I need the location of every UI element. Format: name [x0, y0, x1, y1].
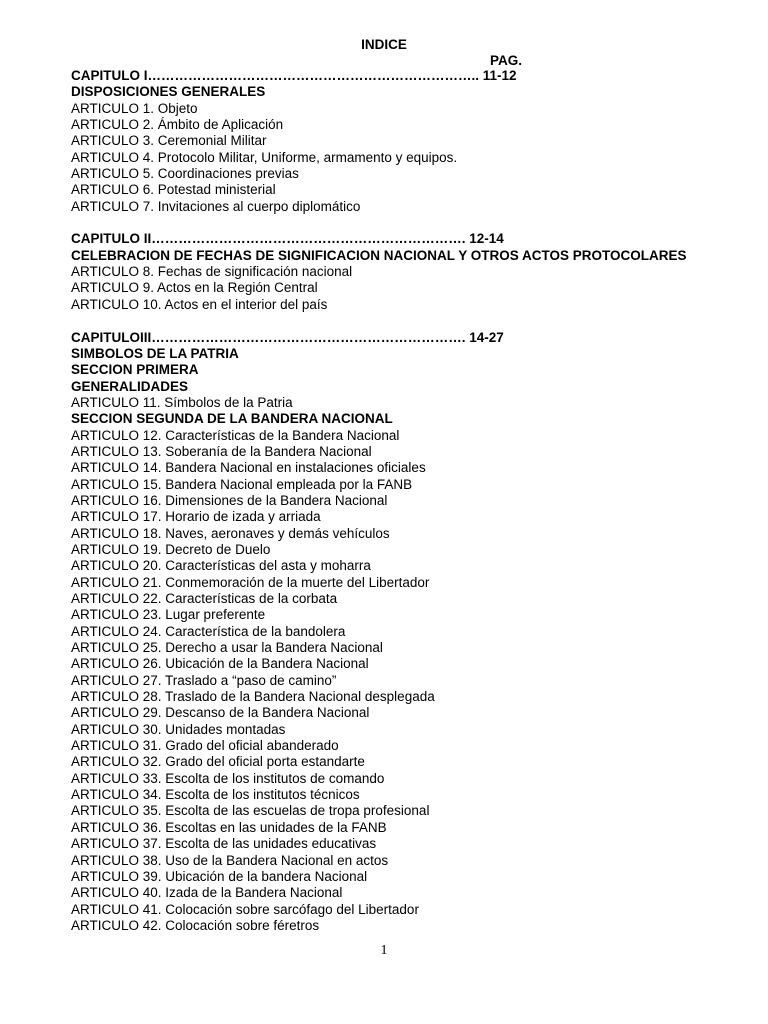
toc-heading: CELEBRACION DE FECHAS DE SIGNIFICACION NACIONAL Y OTROS ACTOS PROTOCOLARES — [71, 247, 687, 263]
toc-entry: ARTICULO 9. Actos en la Región Central — [71, 280, 318, 296]
toc-heading: GENERALIDADES — [71, 378, 189, 394]
toc-entry: ARTICULO 31. Grado del oficial abanderado — [71, 738, 339, 754]
toc-entry: ARTICULO 6. Potestad ministerial — [71, 182, 276, 198]
toc-entry: ARTICULO 28. Traslado de la Bandera Nacional desplegada — [71, 689, 435, 705]
toc-entry: ARTICULO 7. Invitaciones al cuerpo diplomático — [71, 198, 361, 214]
toc-entry: ARTICULO 8. Fechas de significación nacional — [71, 264, 353, 280]
page-title: INDICE — [361, 37, 407, 52]
toc-entry: ARTICULO 41. Colocación sobre sarcófago del Libertador — [71, 901, 419, 917]
toc-entry: ARTICULO 10. Actos en el interior del país — [71, 296, 328, 312]
toc-entry: ARTICULO 40. Izada de la Bandera Nacional — [71, 885, 343, 901]
toc-heading: CAPITULO I……………………………………………………………….. 11-12 — [71, 68, 517, 83]
toc-heading: DISPOSICIONES GENERALES — [71, 84, 266, 100]
page-column-label: PAG. — [490, 53, 523, 68]
toc-entry: ARTICULO 2. Ámbito de Aplicación — [71, 117, 284, 133]
blank-line — [71, 215, 751, 231]
blank-line — [71, 313, 751, 329]
toc-heading: SIMBOLOS DE LA PATRIA — [71, 345, 239, 361]
toc-entry: ARTICULO 32. Grado del oficial porta estandarte — [71, 754, 365, 770]
toc-heading: CAPITULOIII……………………………………………………………. 14-27 — [71, 329, 504, 345]
toc-entry: ARTICULO 11. Símbolos de la Patria — [71, 394, 293, 410]
toc-entry: ARTICULO 36. Escoltas en las unidades de la FANB — [71, 819, 387, 835]
toc-entry: ARTICULO 22. Características de la corbata — [71, 591, 338, 606]
toc-entry: ARTICULO 13. Soberanía de la Bandera Nacional — [71, 443, 372, 459]
toc-entry: ARTICULO 33. Escolta de los institutos de comando — [71, 770, 385, 786]
toc-heading: SECCION SEGUNDA DE LA BANDERA NACIONAL — [71, 411, 393, 427]
toc-entry: ARTICULO 37. Escolta de las unidades educativas — [71, 836, 377, 852]
toc-entry: ARTICULO 34. Escolta de los institutos técnicos — [71, 787, 360, 803]
toc-entry: ARTICULO 39. Ubicación de la bandera Nacional — [71, 868, 368, 884]
toc-entry: ARTICULO 1. Objeto — [71, 100, 198, 116]
toc-heading: CAPITULO II……………………………………………………………. 12-14 — [71, 231, 504, 247]
toc-entry: ARTICULO 20. Características del asta y moharra — [71, 558, 371, 574]
toc-entry: ARTICULO 27. Traslado a “paso de camino” — [71, 672, 337, 688]
toc-entry: ARTICULO 35. Escolta de las escuelas de tropa profesional — [71, 803, 430, 819]
toc-entry: ARTICULO 19. Decreto de Duelo — [71, 541, 271, 557]
toc-entry: ARTICULO 25. Derecho a usar la Bandera Nacional — [71, 640, 383, 656]
toc-entry: ARTICULO 18. Naves, aeronaves y demás vehículos — [71, 525, 390, 541]
toc-heading: SECCION PRIMERA — [71, 362, 199, 378]
toc-entry: ARTICULO 14. Bandera Nacional en instalaciones oficiales — [71, 460, 426, 476]
toc-entry: ARTICULO 30. Unidades montadas — [71, 721, 286, 737]
toc-entry: ARTICULO 17. Horario de izada y arriada — [71, 509, 321, 525]
toc-entry: ARTICULO 16. Dimensiones de la Bandera Nacional — [71, 492, 388, 508]
toc-entry: ARTICULO 5. Coordinaciones previas — [71, 166, 299, 182]
toc-entry: ARTICULO 15. Bandera Nacional empleada por la FANB — [71, 476, 413, 492]
toc-entry: ARTICULO 42. Colocación sobre féretros — [71, 917, 320, 933]
toc-entry: ARTICULO 26. Ubicación de la Bandera Nacional — [71, 656, 369, 672]
table-of-contents — [71, 68, 751, 934]
toc-entry: ARTICULO 29. Descanso de la Bandera Nacional — [71, 705, 370, 721]
toc-entry: ARTICULO 12. Características de la Bandera Nacional — [71, 427, 400, 443]
toc-entry: ARTICULO 3. Ceremonial Militar — [71, 133, 267, 149]
toc-entry: ARTICULO 23. Lugar preferente — [71, 607, 266, 623]
toc-entry: ARTICULO 21. Conmemoración de la muerte del Libertador — [71, 574, 430, 590]
page-number: 1 — [380, 943, 388, 958]
toc-entry: ARTICULO 4. Protocolo Militar, Uniforme, armamento y equipos. — [71, 149, 458, 165]
toc-entry: ARTICULO 38. Uso de la Bandera Nacional en actos — [71, 852, 389, 868]
toc-entry: ARTICULO 24. Característica de la bandolera — [71, 623, 346, 639]
